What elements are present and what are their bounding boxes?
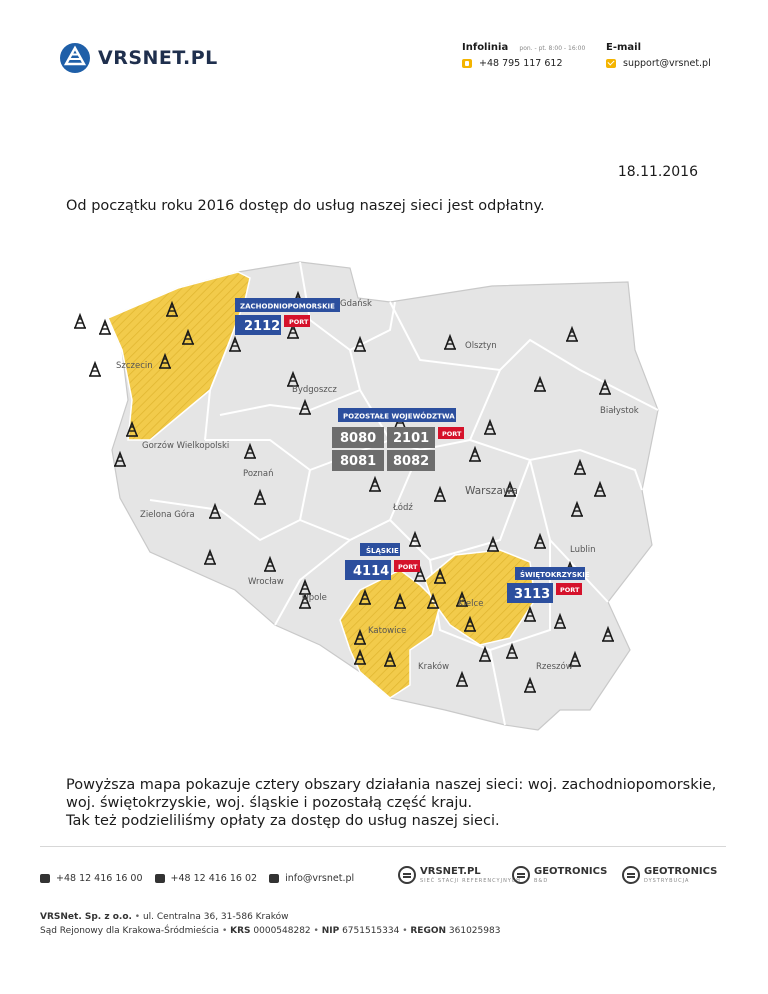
nip-number: 6751515334 bbox=[342, 926, 400, 936]
port-2101: 2101 bbox=[393, 431, 430, 446]
port-8082: 8082 bbox=[393, 454, 430, 469]
phone-icon bbox=[462, 59, 472, 68]
email-title: E-mail bbox=[606, 42, 642, 53]
port-8081: 8081 bbox=[340, 454, 377, 469]
poland-network-map bbox=[60, 240, 710, 770]
port-3113: 3113 bbox=[514, 587, 551, 602]
badge-pozostale-label: POZOSTAŁE WOJEWÓDZTWA bbox=[343, 412, 455, 421]
brand-name: VRSNET.PL bbox=[98, 47, 218, 69]
port-4114: 4114 bbox=[353, 564, 390, 579]
city-warszawa: Warszawa bbox=[465, 485, 518, 497]
regon-number: 361025983 bbox=[448, 926, 501, 936]
city-lodz: Łódź bbox=[393, 503, 413, 513]
partner-logo-vrsnet[interactable] bbox=[398, 866, 521, 884]
letter-date: 18.11.2016 bbox=[617, 164, 698, 180]
partner-name: GEOTRONICS bbox=[534, 865, 608, 877]
city-lublin: Lublin bbox=[570, 545, 596, 555]
support-email-link[interactable]: support@vrsnet.pl bbox=[623, 58, 711, 69]
city-zielona-gora: Zielona Góra bbox=[140, 510, 195, 520]
city-kielce: Kielce bbox=[458, 599, 484, 609]
nip-label: NIP bbox=[321, 926, 340, 936]
port-label: PORT bbox=[398, 563, 418, 571]
partner-logo-geotronics-bd[interactable] bbox=[512, 866, 607, 884]
company-court: Sąd Rejonowy dla Krakowa-Śródmieścia bbox=[40, 926, 220, 936]
company-address: ul. Centralna 36, 31-586 Kraków bbox=[142, 912, 289, 922]
geotronics-mark-icon bbox=[512, 866, 530, 884]
infoline-title: Infolinia bbox=[462, 42, 509, 53]
krs-label: KRS bbox=[230, 926, 251, 936]
brand-logo[interactable] bbox=[58, 42, 218, 74]
port-2112: 2112 bbox=[244, 319, 281, 334]
email-block bbox=[606, 42, 711, 69]
partner-sub: DYSTRYBUCJA bbox=[644, 877, 690, 884]
city-katowice: Katowice bbox=[368, 626, 407, 636]
regon-label: REGON bbox=[410, 926, 447, 936]
company-name: VRSNet. Sp. z o.o. bbox=[40, 912, 132, 922]
port-label: PORT bbox=[289, 318, 309, 326]
infoline-hours: pon. - pt. 8:00 - 16:00 bbox=[519, 45, 586, 52]
city-olsztyn: Olsztyn bbox=[465, 341, 497, 351]
city-opole: Opole bbox=[302, 593, 327, 603]
city-wroclaw: Wrocław bbox=[248, 577, 284, 587]
vrsnet-logo-icon bbox=[58, 42, 92, 74]
port-label: PORT bbox=[560, 586, 580, 594]
city-gdansk: Gdańsk bbox=[340, 299, 372, 309]
description-line: Tak też podzieliliśmy opłaty za dostęp do usług naszej sieci. bbox=[66, 813, 500, 829]
phone-icon bbox=[40, 874, 50, 883]
geotronics-mark-icon bbox=[622, 866, 640, 884]
infoline-block bbox=[462, 42, 585, 69]
port-8080: 8080 bbox=[340, 431, 377, 446]
mail-icon bbox=[606, 59, 616, 68]
krs-number: 0000548282 bbox=[253, 926, 311, 936]
mail-icon bbox=[269, 874, 279, 883]
intro-text: Od początku roku 2016 dostęp do usług naszej sieci jest odpłatny. bbox=[66, 198, 545, 214]
partner-name: VRSNET.PL bbox=[420, 865, 481, 877]
city-bydgoszcz: Bydgoszcz bbox=[292, 385, 337, 395]
city-gorzow: Gorzów Wielkopolski bbox=[142, 441, 230, 451]
vrsnet-mark-icon bbox=[398, 866, 416, 884]
city-szczecin: Szczecin bbox=[116, 361, 153, 371]
city-krakow: Kraków bbox=[418, 662, 450, 672]
footer-fax[interactable]: +48 12 416 16 02 bbox=[170, 873, 258, 884]
partner-name: GEOTRONICS bbox=[644, 865, 718, 877]
city-rzeszow: Rzeszów bbox=[536, 662, 573, 672]
footer-contacts bbox=[40, 873, 366, 884]
footer-divider bbox=[40, 846, 726, 847]
footer-phone[interactable]: +48 12 416 16 00 bbox=[56, 873, 143, 884]
city-poznan: Poznań bbox=[243, 469, 274, 479]
port-label: PORT bbox=[442, 430, 462, 438]
infoline-phone[interactable]: +48 795 117 612 bbox=[479, 58, 563, 69]
description-line: Powyższa mapa pokazuje cztery obszary działania naszej sieci: woj. zachodniopomorskie, bbox=[66, 777, 717, 793]
fax-icon bbox=[155, 874, 165, 883]
map-description bbox=[66, 776, 716, 830]
badge-zachodniopomorskie-label: ZACHODNIOPOMORSKIE bbox=[240, 302, 335, 311]
badge-swietokrzyskie-label: ŚWIĘTOKRZYSKIE bbox=[520, 571, 590, 579]
badge-slaskie-label: ŚLĄSKIE bbox=[366, 547, 399, 555]
partner-logo-geotronics-dystrybucja[interactable] bbox=[622, 866, 717, 884]
partner-sub: B&D bbox=[534, 877, 549, 884]
description-line: woj. świętokrzyskie, woj. śląskie i pozostałą część kraju. bbox=[66, 795, 473, 811]
city-bialystok: Białystok bbox=[600, 406, 639, 416]
footer-email[interactable]: info@vrsnet.pl bbox=[285, 873, 355, 884]
partner-sub: SIEĆ STACJI REFERENCYJNYCH bbox=[420, 877, 521, 884]
company-info: VRSNet. Sp. z o.o. • ul. Centralna 36, 31-586 Kraków Sąd Rejonowy dla Krakowa-Śródmieścia • KRS 0000548282 • NIP 6751515334 • REGON 361025983 bbox=[40, 912, 501, 936]
